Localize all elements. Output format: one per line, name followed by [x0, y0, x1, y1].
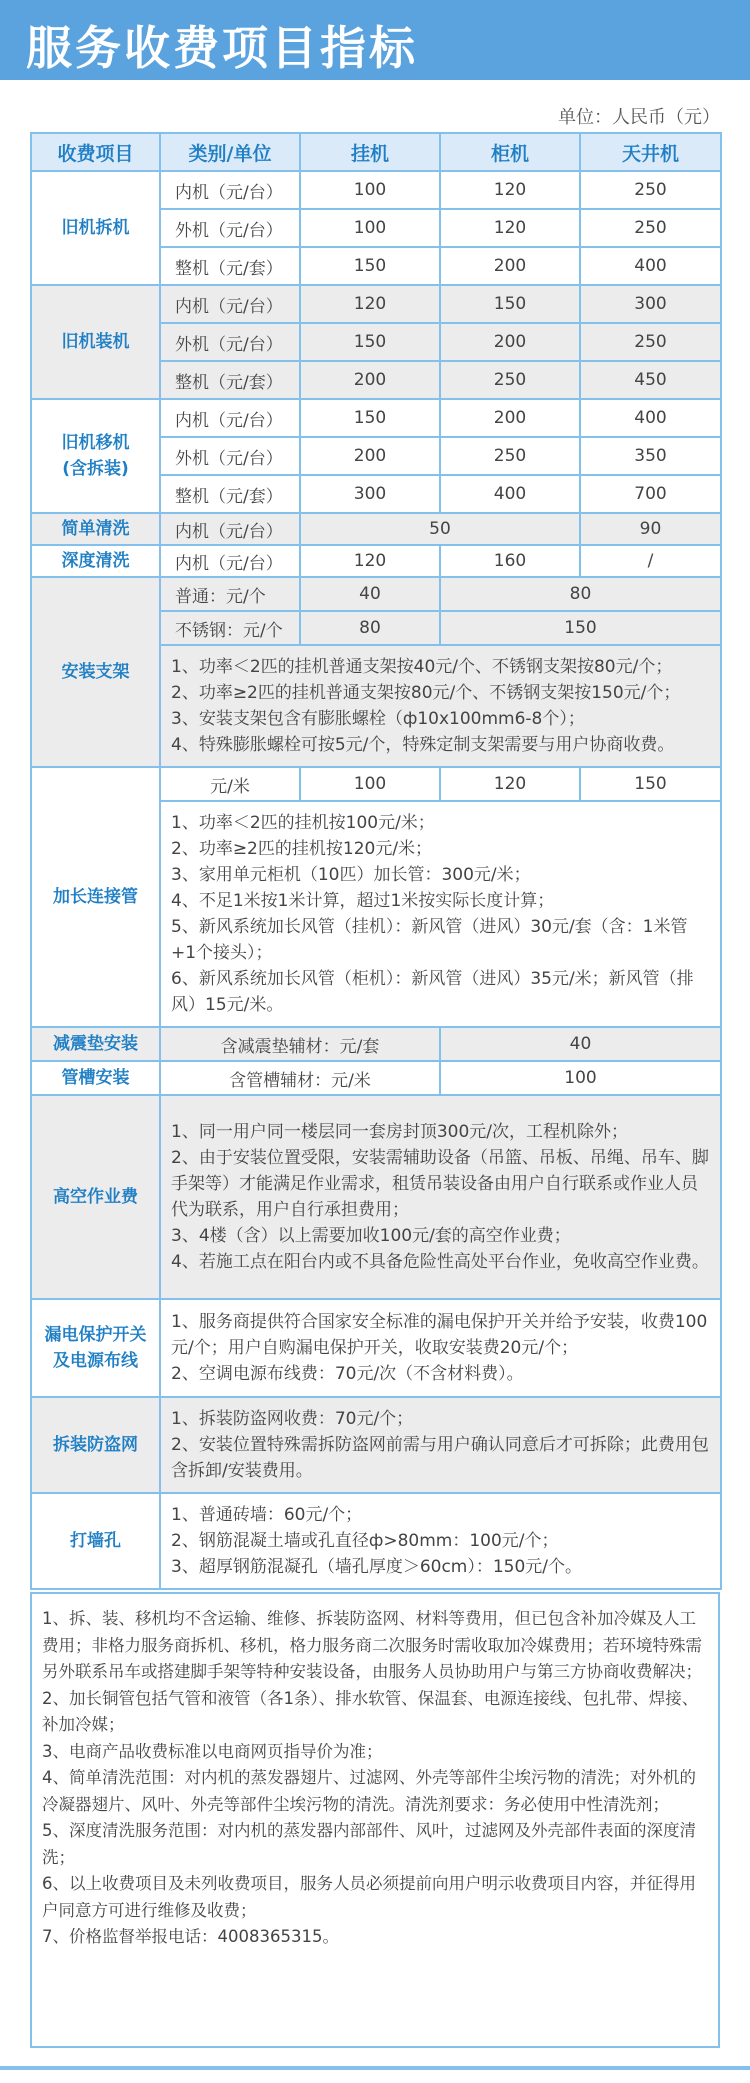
cell-value: 150 — [440, 611, 721, 645]
row-sub: 内机（元/台） — [160, 171, 300, 209]
cell-value: 300 — [580, 285, 721, 323]
cell-value: 250 — [440, 437, 580, 475]
note-line: 3、超厚钢筋混凝孔（墙孔厚度＞60cm）：150元/个。 — [171, 1557, 583, 1577]
cell-value: 250 — [580, 323, 721, 361]
row-sub: 外机（元/台） — [160, 323, 300, 361]
cell-value: 250 — [580, 209, 721, 247]
row-label-line: (含拆装) — [62, 459, 129, 479]
row-label-uninstall: 旧机拆机 — [31, 171, 160, 285]
row-sub: 元/米 — [160, 767, 300, 801]
table-row — [31, 1027, 721, 1061]
cell-value: 200 — [300, 361, 440, 399]
cell-value: 40 — [440, 1027, 721, 1061]
table-row — [31, 285, 721, 323]
row-label-line: 漏电保护开关 — [44, 1325, 147, 1345]
note-line: 2、功率≥2匹的挂机普通支架按80元/个、不锈钢支架按150元/个； — [171, 683, 681, 703]
cell-value: 200 — [440, 323, 580, 361]
col-header-ceiling: 天井机 — [580, 133, 721, 171]
cell-value: 100 — [300, 767, 440, 801]
row-sub: 内机（元/台） — [160, 545, 300, 577]
row-label-install: 旧机装机 — [31, 285, 160, 399]
cell-value: 100 — [300, 171, 440, 209]
row-sub: 整机（元/套） — [160, 361, 300, 399]
footnote: 5、深度清洗服务范围：对内机的蒸发器内部部件、风叶，过滤网及外壳部件表面的深度清洗； — [42, 1821, 696, 1867]
note-line: 5、新风系统加长风管（挂机）：新风管（进风）30元/套（含：1米管+1个接头）； — [171, 917, 688, 963]
cell-value: 200 — [300, 437, 440, 475]
row-label-line: 旧机移机 — [61, 433, 130, 453]
anti-theft-notes — [160, 1397, 721, 1493]
header-banner — [0, 0, 750, 80]
note-line: 4、特殊膨胀螺栓可按5元/个，特殊定制支架需要与用户协商收费。 — [171, 735, 675, 755]
bracket-notes — [160, 645, 721, 767]
col-header-item: 收费项目 — [31, 133, 160, 171]
high-work-notes — [160, 1095, 721, 1299]
leakage-notes — [160, 1299, 721, 1397]
row-label-high-work: 高空作业费 — [31, 1095, 160, 1299]
cell-value: 150 — [300, 247, 440, 285]
cell-value: 120 — [300, 545, 440, 577]
col-header-wall: 挂机 — [300, 133, 440, 171]
row-label-simple-clean: 简单清洗 — [31, 513, 160, 545]
table-row — [31, 1397, 721, 1493]
cell-value: 250 — [440, 361, 580, 399]
table-row — [31, 1299, 721, 1397]
table-row — [31, 1493, 721, 1589]
row-sub: 整机（元/套） — [160, 475, 300, 513]
row-label-deep-clean: 深度清洗 — [31, 545, 160, 577]
note-line: 3、安装支架包含有膨胀螺栓（ф10x100mm6-8个）； — [171, 709, 585, 729]
row-sub: 内机（元/台） — [160, 513, 300, 545]
row-sub: 含减震垫辅材：元/套 — [160, 1027, 440, 1061]
footnotes-box — [30, 1592, 720, 2048]
note-line: 3、4楼（含）以上需要加收100元/套的高空作业费； — [171, 1226, 571, 1246]
cell-value: 150 — [440, 285, 580, 323]
row-sub: 不锈钢：元/个 — [160, 611, 300, 645]
row-sub: 外机（元/台） — [160, 437, 300, 475]
cell-value: 300 — [300, 475, 440, 513]
cell-value: 160 — [440, 545, 580, 577]
table-row — [31, 399, 721, 437]
cell-value: 200 — [440, 399, 580, 437]
page-title: 服务收费项目指标 — [26, 21, 418, 75]
cell-value: 40 — [300, 577, 440, 611]
cell-value: 700 — [580, 475, 721, 513]
cell-value: 120 — [440, 767, 580, 801]
drilling-notes — [160, 1493, 721, 1589]
cell-value: 120 — [300, 285, 440, 323]
cell-value: 400 — [440, 475, 580, 513]
row-sub: 含管槽辅材：元/米 — [160, 1061, 440, 1095]
footnote: 3、电商产品收费标准以电商网页指导价为准； — [42, 1741, 383, 1761]
note-line: 2、由于安装位置受限，安装需辅助设备（吊篮、吊板、吊绳、吊车、脚手架等）才能满足作业需求，租赁吊装设备由用户自行联系或作业人员代为联系，用户自行承担费用； — [171, 1148, 709, 1220]
cell-value: 250 — [580, 171, 721, 209]
extension-notes — [160, 801, 721, 1027]
row-label-anti-theft: 拆装防盗网 — [31, 1397, 160, 1493]
cell-value: 80 — [300, 611, 440, 645]
table-row — [31, 577, 721, 611]
footnote: 7、价格监督举报电话：4008365315。 — [42, 1927, 339, 1946]
note-line: 1、普通砖墙：60元/个； — [171, 1505, 363, 1525]
row-sub: 内机（元/台） — [160, 285, 300, 323]
table-row — [31, 513, 721, 545]
col-header-cabinet: 柜机 — [440, 133, 580, 171]
note-line: 4、不足1米按1米计算，超过1米按实际长度计算； — [171, 891, 555, 911]
row-label-line: 及电源布线 — [53, 1351, 138, 1371]
row-sub: 外机（元/台） — [160, 209, 300, 247]
note-line: 6、新风系统加长风管（柜机）：新风管（进风）35元/米；新风管（排风）15元/米。 — [171, 969, 694, 1015]
note-line: 1、功率＜2匹的挂机按100元/米； — [171, 813, 435, 833]
row-label-duct: 管槽安装 — [31, 1061, 160, 1095]
cell-value: 120 — [440, 171, 580, 209]
row-sub: 普通：元/个 — [160, 577, 300, 611]
table-header-row — [31, 133, 721, 171]
cell-value: 90 — [580, 513, 721, 545]
note-line: 3、家用单元柜机（10匹）加长管：300元/米； — [171, 865, 531, 885]
row-sub: 内机（元/台） — [160, 399, 300, 437]
note-line: 2、功率≥2匹的挂机按120元/米； — [171, 839, 433, 859]
row-label-drilling: 打墙孔 — [31, 1493, 160, 1589]
cell-value: 120 — [440, 209, 580, 247]
cell-value: 80 — [440, 577, 721, 611]
cell-value: 100 — [300, 209, 440, 247]
note-line: 4、若施工点在阳台内或不具备危险性高处平台作业，免收高空作业费。 — [171, 1252, 709, 1272]
cell-value: 400 — [580, 247, 721, 285]
row-label-bracket: 安装支架 — [31, 577, 160, 767]
cell-value: 450 — [580, 361, 721, 399]
fee-table — [30, 132, 722, 1590]
row-label-leakage — [31, 1299, 160, 1397]
table-row — [31, 171, 721, 209]
row-label-damper: 减震垫安装 — [31, 1027, 160, 1061]
col-header-category: 类别/单位 — [160, 133, 300, 171]
table-row — [31, 767, 721, 801]
row-label-relocate — [31, 399, 160, 513]
footnote: 1、拆、装、移机均不含运输、维修、拆装防盗网、材料等费用，但已包含补加冷媒及人工费用；非格力服务商拆机、移机，格力服务商二次服务时需收取加冷媒费用；若环境特殊需另外联系吊车或搭建脚手架等特种安装设备，由服务人员协助用户与第三方协商收费解决； — [42, 1609, 702, 1681]
bottom-divider — [0, 2066, 750, 2070]
table-row — [31, 545, 721, 577]
note-line: 2、钢筋混凝土墙或孔直径ф>80mm：100元/个； — [171, 1531, 559, 1551]
cell-value: 50 — [300, 513, 580, 545]
row-sub: 整机（元/套） — [160, 247, 300, 285]
cell-value: 100 — [440, 1061, 721, 1095]
cell-value: 150 — [300, 399, 440, 437]
note-line: 1、服务商提供符合国家安全标准的漏电保护开关并给予安装，收费100元/个；用户自购漏电保护开关，收取安装费20元/个； — [171, 1312, 708, 1358]
table-row — [31, 1061, 721, 1095]
row-label-extension: 加长连接管 — [31, 767, 160, 1027]
note-line: 1、同一用户同一楼层同一套房封顶300元/次，工程机除外； — [171, 1122, 628, 1142]
cell-value: 200 — [440, 247, 580, 285]
cell-value: 400 — [580, 399, 721, 437]
cell-value: 150 — [300, 323, 440, 361]
currency-unit: 单位：人民币（元） — [558, 107, 720, 128]
footnote: 4、简单清洗范围：对内机的蒸发器翅片、过滤网、外壳等部件尘埃污物的清洗；对外机的冷凝器翅片、风叶、外壳等部件尘埃污物的清洗。清洗剂要求：务必使用中性清洗剂； — [42, 1768, 696, 1814]
footnote: 2、加长铜管包括气管和液管（各1条）、排水软管、保温套、电源连接线、包扎带、焊接、补加冷媒； — [42, 1688, 699, 1734]
table-row — [31, 1095, 721, 1299]
note-line: 2、安装位置特殊需拆防盗网前需与用户确认同意后才可拆除；此费用包含拆卸/安装费用。 — [171, 1435, 709, 1481]
footnote: 6、以上收费项目及未列收费项目，服务人员必须提前向用户明示收费项目内容，并征得用户同意方可进行维修及收费； — [42, 1874, 696, 1920]
cell-value: 350 — [580, 437, 721, 475]
cell-value: / — [580, 545, 721, 577]
note-line: 2、空调电源布线费：70元/次（不含材料费）。 — [171, 1364, 524, 1384]
note-line: 1、功率＜2匹的挂机普通支架按40元/个、不锈钢支架按80元/个； — [171, 657, 673, 677]
note-line: 1、拆装防盗网收费：70元/个； — [171, 1409, 414, 1429]
cell-value: 150 — [580, 767, 721, 801]
